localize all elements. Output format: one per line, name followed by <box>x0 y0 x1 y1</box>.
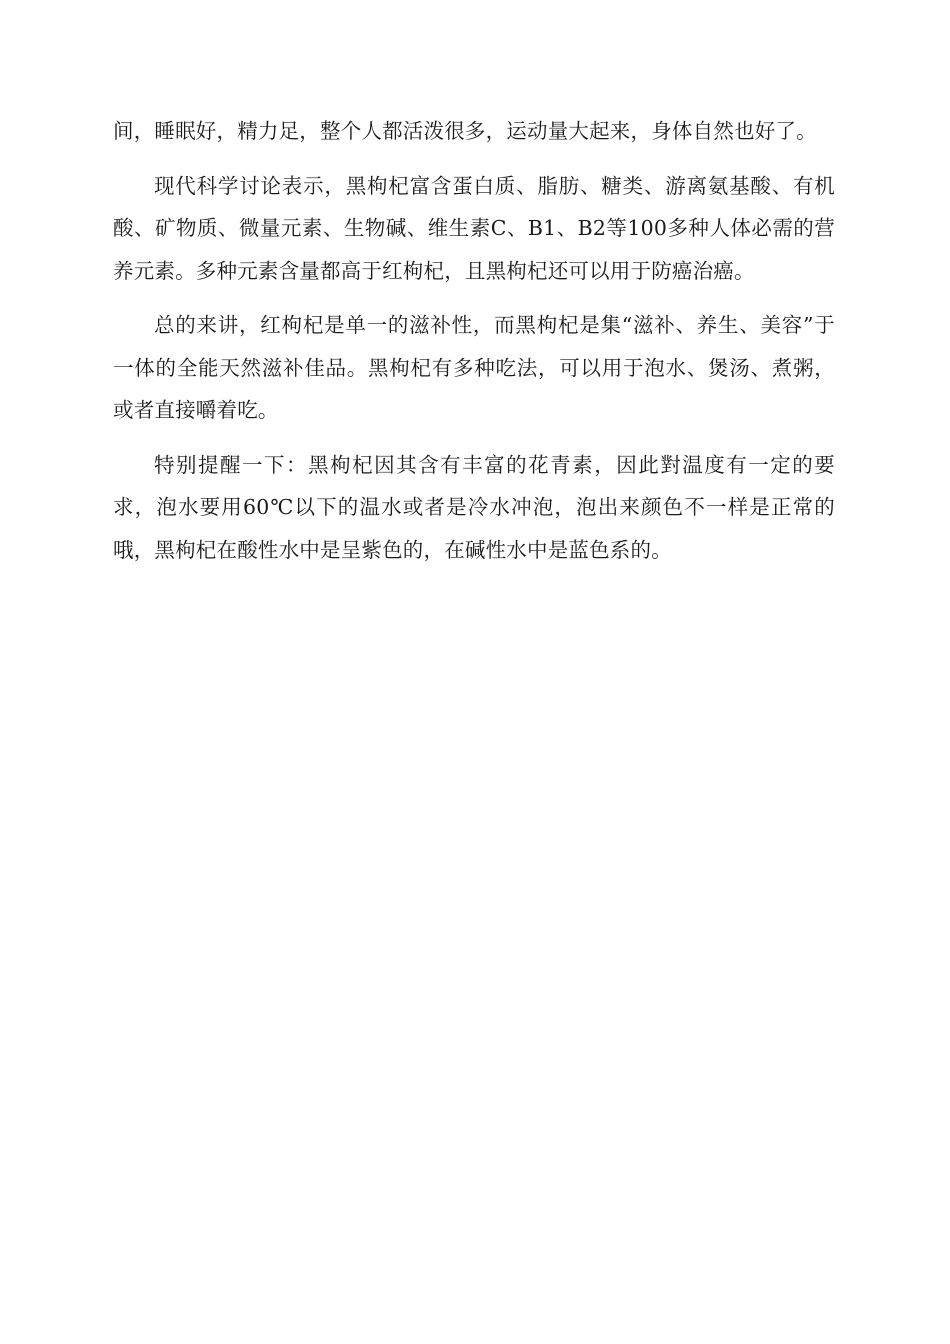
paragraph-continued: 间，睡眠好，精力足，整个人都活泼很多，运动量大起来，身体自然也好了。 <box>113 119 817 143</box>
paragraph-nutrition: 现代科学讨论表示，黑枸杞富含蛋白质、脂肪、糖类、游离氨基酸、有机酸、矿物质、微量元素、生物碱、维生素C、B1、B2等100多种人体必需的营养元素。多种元素含量都高于红枸杞，且黑枸杞还可以用于防癌治癌。 <box>113 173 835 283</box>
paragraph-reminder: 特别提醒一下：黑枸杞因其含有丰富的花青素，因此對温度有一定的要求，泡水要用60℃以下的温水或者是冷水冲泡，泡出来颜色不一样是正常的哦，黑枸杞在酸性水中是呈紫色的，在碱性水中是蓝色系的。 <box>113 452 835 562</box>
paragraph-summary: 总的来讲，红枸杞是单一的滋补性，而黑枸杞是集“滋补、养生、美容”于一体的全能天然滋补佳品。黑枸杞有多种吃法，可以用于泡水、煲汤、煮粥，或者直接嚼着吃。 <box>113 313 835 422</box>
document-body <box>113 110 835 583</box>
